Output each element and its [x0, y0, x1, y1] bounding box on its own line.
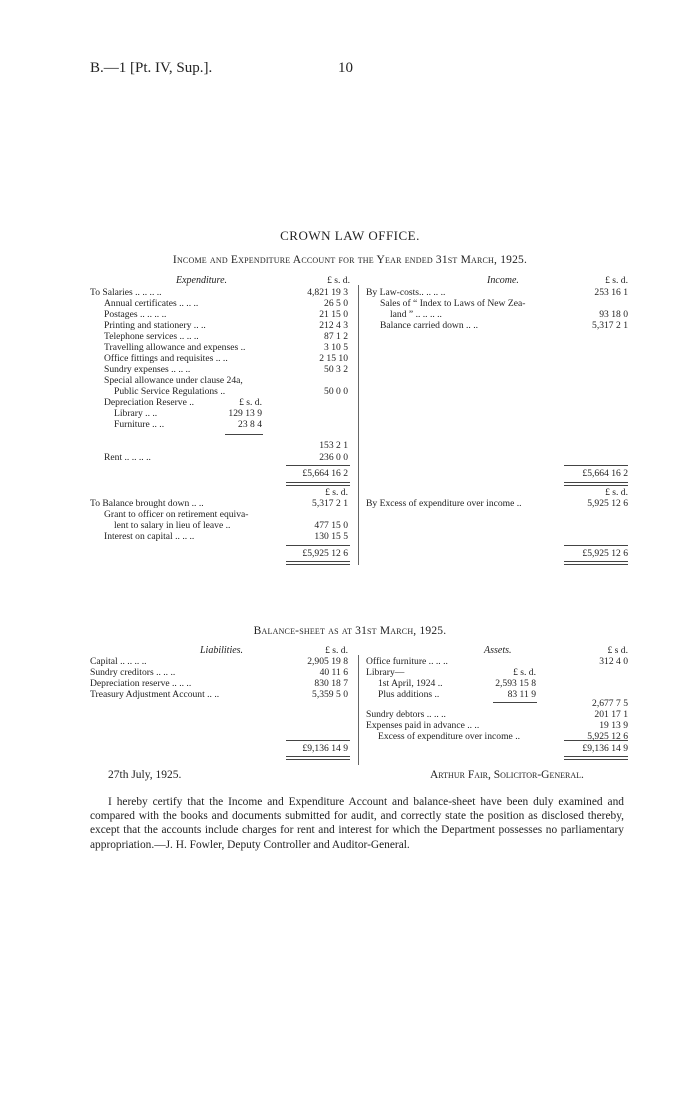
exp-label: Special allowance under clause 24a,	[104, 375, 243, 386]
library-item-amount: 83 11 9	[507, 689, 536, 700]
asset-amount: 5,925 12 6	[587, 731, 628, 742]
exp-amount: 3 10 5	[324, 342, 348, 353]
library-rule	[493, 702, 537, 703]
page-number: 10	[338, 60, 353, 76]
exp-amount: 21 15 0	[319, 309, 348, 320]
library-item-amount: 2,593 15 8	[495, 678, 536, 689]
exp-total-rule	[286, 465, 350, 466]
inc-currency-header: £ s. d.	[605, 275, 628, 286]
inc2-amount: 5,925 12 6	[587, 498, 628, 509]
exp-amount: 236 0 0	[319, 452, 348, 463]
expenditure-heading: Expenditure.	[176, 275, 228, 286]
liab-label: Capital .. .. .. ..	[90, 656, 147, 667]
ie-divider	[358, 285, 359, 565]
depreciation-currency-header: £ s. d.	[239, 397, 262, 408]
liab-amount: 2,905 19 8	[307, 656, 348, 667]
exp2-label: lent to salary in lieu of leave ..	[114, 520, 231, 531]
inc-label: Balance carried down .. ..	[380, 320, 479, 331]
page-reference: B.—1 [Pt. IV, Sup.].	[90, 60, 213, 76]
exp-total: £5,664 16 2	[302, 468, 348, 479]
exp-label: Annual certificates .. .. ..	[104, 298, 199, 309]
exp2-total-double-rule	[286, 561, 350, 565]
liab-amount: 40 11 6	[319, 667, 348, 678]
exp-amount: 4,821 19 3	[307, 287, 348, 298]
assets-total-double-rule	[564, 756, 628, 760]
exp-label: Sundry expenses .. .. ..	[104, 364, 191, 375]
liab-total-double-rule	[286, 756, 350, 760]
inc-amount: 5,317 2 1	[592, 320, 628, 331]
inc2-total-double-rule	[564, 561, 628, 565]
assets-total: £9,136 14 9	[582, 743, 628, 754]
liab-total-rule	[286, 740, 350, 741]
exp2-currency-header: £ s. d.	[325, 487, 348, 498]
ie-title: Income and Expenditure Account for the Year ended 31st March, 1925.	[172, 254, 528, 266]
asset-label: Office furniture .. .. ..	[366, 656, 448, 667]
exp-amount: 50 0 0	[324, 386, 348, 397]
exp-label: Travelling allowance and expenses ..	[104, 342, 246, 353]
depreciation-rule	[225, 434, 263, 435]
asset-label: Library—	[366, 667, 405, 678]
liab-total: £9,136 14 9	[302, 743, 348, 754]
asset-label: Expenses paid in advance .. ..	[366, 720, 480, 731]
exp-label: Rent .. .. .. ..	[104, 452, 151, 463]
exp2-label: Grant to officer on retirement equiva-	[104, 509, 249, 520]
inc2-label: By Excess of expenditure over income ..	[366, 498, 522, 509]
inc2-currency-header: £ s. d.	[605, 487, 628, 498]
income-heading: Income.	[487, 275, 519, 286]
liab-amount: 5,359 5 0	[312, 689, 348, 700]
exp2-amount: 5,317 2 1	[312, 498, 348, 509]
exp2-label: To Balance brought down .. ..	[90, 498, 204, 509]
exp-label: Postages .. .. .. ..	[104, 309, 167, 320]
liab-label: Treasury Adjustment Account .. ..	[90, 689, 220, 700]
office-title: CROWN LAW OFFICE.	[280, 228, 420, 243]
exp-label: Office fittings and requisites .. ..	[104, 353, 228, 364]
exp-total-double-rule	[286, 482, 350, 486]
date-line: 27th July, 1925.	[108, 769, 182, 781]
asset-amount: 201 17 1	[594, 709, 628, 720]
liabilities-heading: Liabilities.	[200, 645, 244, 656]
asset-amount: 19 13 9	[599, 720, 628, 731]
depreciation-library-amount: 129 13 9	[228, 408, 262, 419]
signatory: Arthur Fair, Solicitor-General.	[430, 769, 584, 781]
asset-amount: 312 4 0	[599, 656, 628, 667]
exp2-amount: 130 15 5	[314, 531, 348, 542]
exp-label: To Salaries .. .. .. ..	[90, 287, 162, 298]
assets-heading: Assets.	[484, 645, 512, 656]
liab-currency-header: £ s. d.	[325, 645, 348, 656]
inc-total-rule	[564, 465, 628, 466]
exp-amount: 50 3 2	[324, 364, 348, 375]
exp-currency-header: £ s. d.	[327, 275, 350, 286]
library-total: 2,677 7 5	[592, 698, 628, 709]
assets-currency-header: £ s d.	[607, 645, 628, 656]
depreciation-furniture-amount: 23 8 4	[238, 419, 262, 430]
bs-divider	[358, 655, 359, 765]
asset-label: Excess of expenditure over income ..	[378, 731, 520, 742]
inc-label: land ” .. .. .. ..	[390, 309, 442, 320]
certification-text: I hereby certify that the Income and Expenditure Account and balance-sheet have been duly examined and compared with the books and documents submitted for audit, and correctly state the position as disclosed thereby, except that the accounts include charges for rent and interest for which the Department possesses no parliamentary appropriation.—J. H. Fowler, Deputy Controller and Auditor-General.	[90, 796, 624, 851]
inc2-total: £5,925 12 6	[582, 548, 628, 559]
bs-title: Balance-sheet as at 31st March, 1925.	[253, 625, 447, 637]
inc-total: £5,664 16 2	[582, 468, 628, 479]
liab-label: Sundry creditors .. .. ..	[90, 667, 176, 678]
exp-amount: 26 5 0	[324, 298, 348, 309]
depreciation-total: 153 2 1	[319, 440, 348, 451]
liab-amount: 830 18 7	[314, 678, 348, 689]
exp-amount: 2 15 10	[319, 353, 348, 364]
asset-label: 1st April, 1924 ..	[378, 678, 443, 689]
exp-label: Library .. ..	[114, 408, 158, 419]
library-currency-header: £ s. d.	[513, 667, 536, 678]
liab-label: Depreciation reserve .. .. ..	[90, 678, 192, 689]
inc-label: By Law-costs.. .. .. ..	[366, 287, 446, 298]
exp-label: Printing and stationery .. ..	[104, 320, 206, 331]
exp-label: Public Service Regulations ..	[114, 386, 226, 397]
exp-label: Furniture .. ..	[114, 419, 165, 430]
exp2-amount: 477 15 0	[314, 520, 348, 531]
inc-amount: 93 18 0	[599, 309, 628, 320]
asset-label: Plus additions ..	[378, 689, 440, 700]
exp2-total: £5,925 12 6	[302, 548, 348, 559]
exp2-label: Interest on capital .. .. ..	[104, 531, 195, 542]
inc-total-double-rule	[564, 482, 628, 486]
assets-total-rule	[564, 740, 628, 741]
exp-amount: 87 1 2	[324, 331, 348, 342]
inc2-total-rule	[564, 545, 628, 546]
inc-label: Sales of “ Index to Laws of New Zea-	[380, 298, 526, 309]
inc-amount: 253 16 1	[594, 287, 628, 298]
exp-label: Telephone services .. .. ..	[104, 331, 199, 342]
exp-label: Depreciation Reserve ..	[104, 397, 195, 408]
exp2-total-rule	[286, 545, 350, 546]
asset-label: Sundry debtors .. .. ..	[366, 709, 446, 720]
exp-amount: 212 4 3	[319, 320, 348, 331]
